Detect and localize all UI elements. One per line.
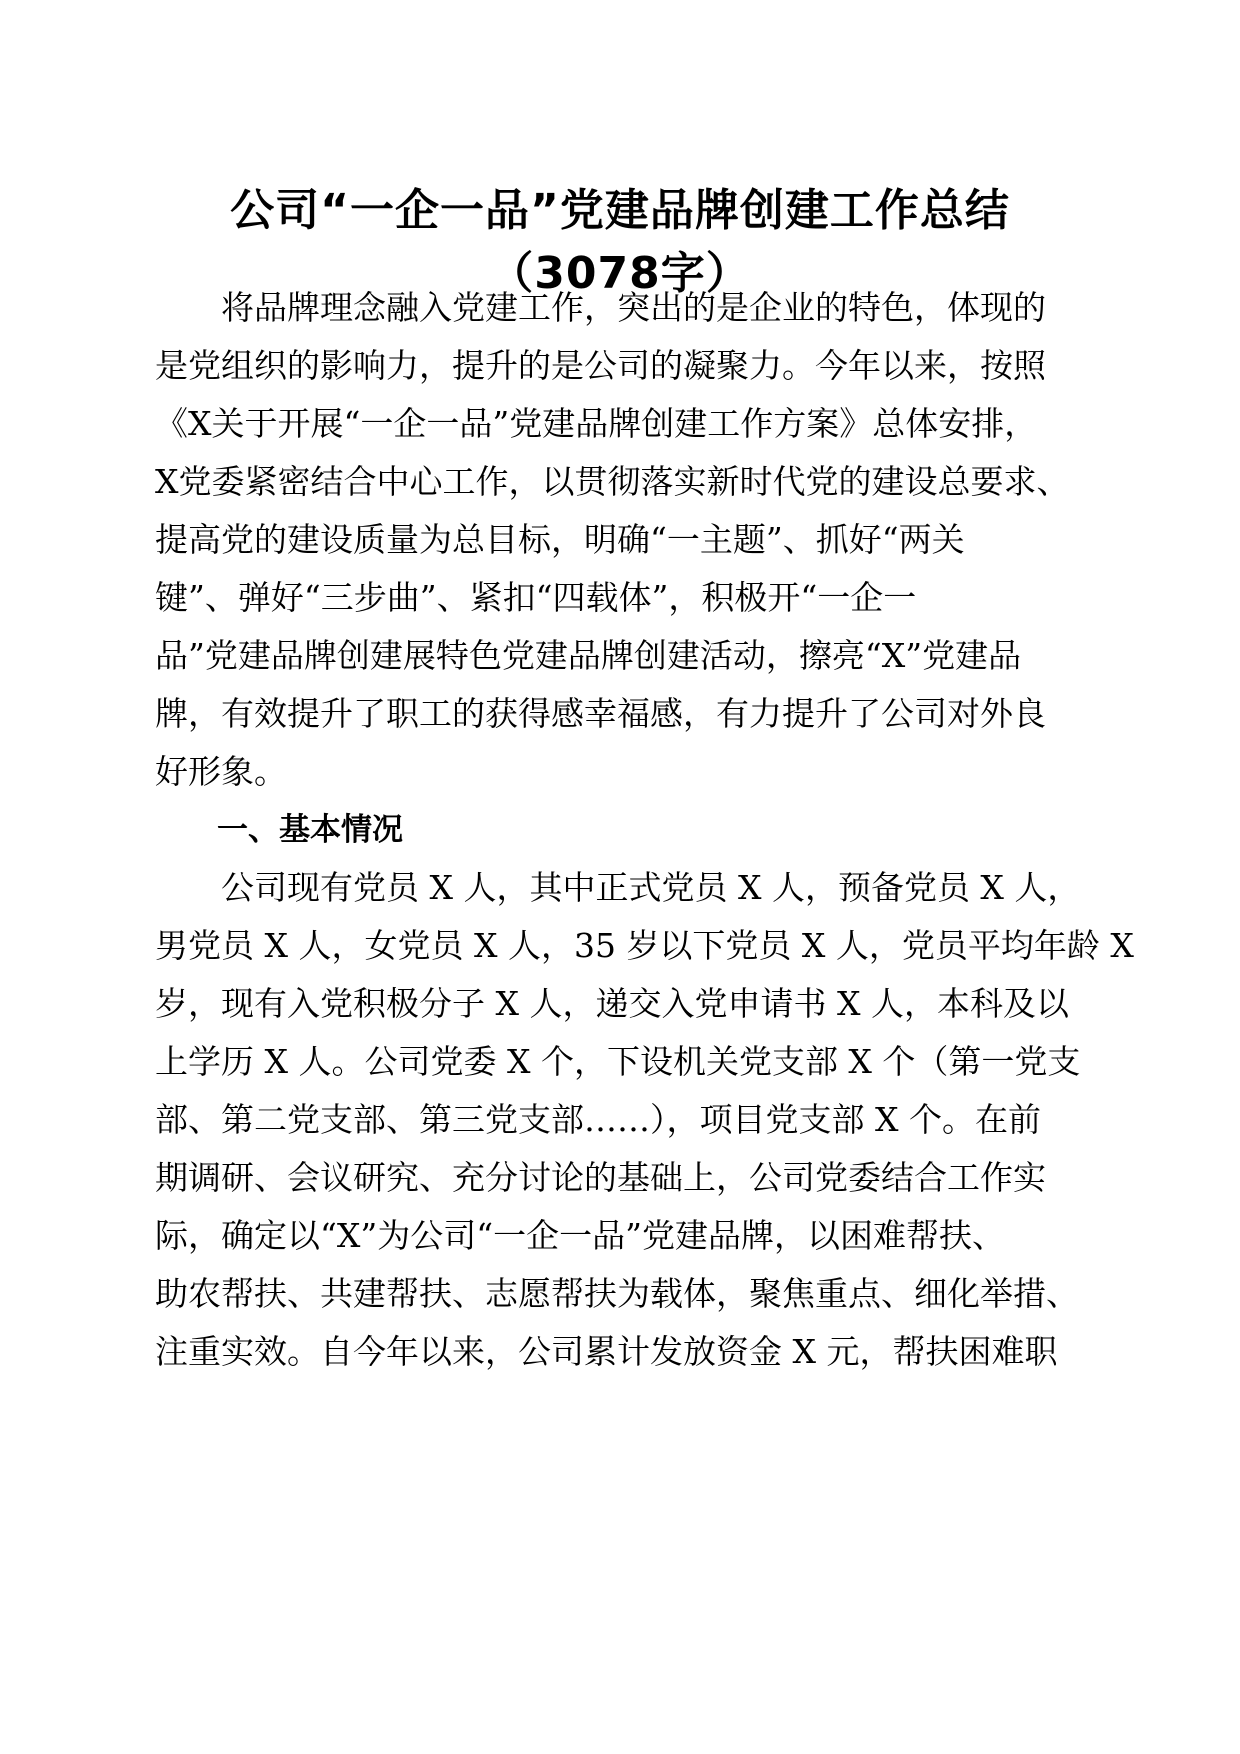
paragraph-line: 将品牌理念融入党建工作，突出的是企业的特色，体现的 (155, 288, 1046, 327)
paragraph-line: 期调研、会议研究、充分讨论的基础上，公司党委结合工作实 (155, 1158, 1046, 1197)
paragraph-line: 品”党建品牌创建展特色党建品牌创建活动，擦亮“X”党建品 (155, 636, 1022, 675)
paragraph-line: 际，确定以“X”为公司“一企一品”党建品牌，以困难帮扶、 (155, 1216, 1005, 1255)
paragraph-line: 牌，有效提升了职工的获得感幸福感，有力提升了公司对外良 (155, 694, 1046, 733)
paragraph-line: 助农帮扶、共建帮扶、志愿帮扶为载体，聚焦重点、细化举措、 (155, 1274, 1079, 1313)
paragraph-line: 《X关于开展“一企一品”党建品牌创建工作方案》总体安排， (155, 404, 1038, 443)
paragraph-line: 好形象。 (155, 752, 287, 791)
paragraph-line: 男党员 X 人，女党员 X 人，35 岁以下党员 X 人，党员平均年龄 X (155, 926, 1134, 965)
paragraph-line: 是党组织的影响力，提升的是公司的凝聚力。今年以来，按照 (155, 346, 1046, 385)
paragraph-line: 岁，现有入党积极分子 X 人，递交入党申请书 X 人，本科及以 (155, 984, 1069, 1023)
section-heading: 一、基本情况 (155, 812, 403, 848)
paragraph-line: 上学历 X 人。公司党委 X 个，下设机关党支部 X 个（第一党支 (155, 1042, 1081, 1081)
paragraph-line: 公司现有党员 X 人，其中正式党员 X 人，预备党员 X 人， (155, 868, 1081, 907)
paragraph-line: 提高党的建设质量为总目标，明确“一主题”、抓好“两关 (155, 520, 965, 559)
paragraph-line: 注重实效。自今年以来，公司累计发放资金 X 元，帮扶困难职 (155, 1332, 1058, 1371)
paragraph-line: X党委紧密结合中心工作，以贯彻落实新时代党的建设总要求、 (155, 462, 1070, 501)
document-subtitle-word-count: （3078字） (489, 248, 751, 299)
paragraph-line: 部、第二党支部、第三党支部……），项目党支部 X 个。在前 (155, 1100, 1041, 1139)
paragraph-line: 键”、弹好“三步曲”、紧扣“四载体”，积极开“一企一 (155, 578, 917, 617)
document-title: 公司“一企一品”党建品牌创建工作总结 (230, 185, 1010, 236)
